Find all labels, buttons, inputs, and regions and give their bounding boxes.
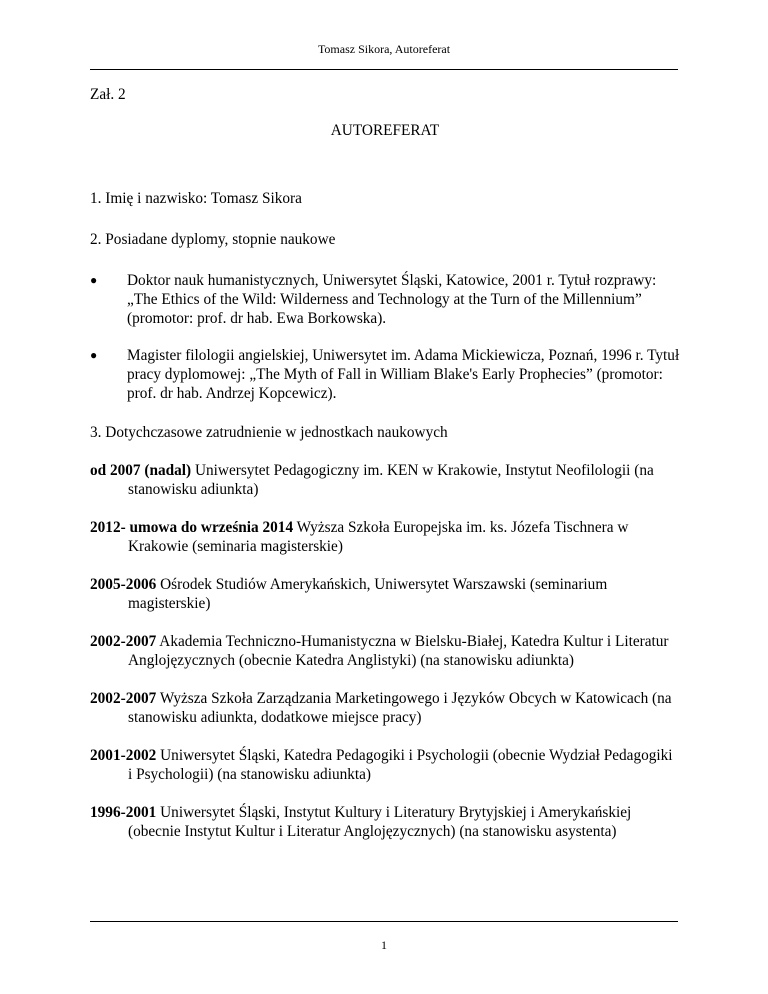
- employment-period: 2005-2006: [90, 576, 157, 593]
- employment-entry: [90, 803, 680, 841]
- employment-description: Wyższa Szkoła Europejska im. ks. Józefa Tischnera w Krakowie (seminaria magisterskie): [128, 519, 629, 555]
- running-header: Tomasz Sikora, Autoreferat: [317, 42, 451, 56]
- employment-period: 2002-2007: [90, 633, 157, 650]
- employment-period: 1996-2001: [90, 804, 157, 821]
- employment-period: 2012- umowa do września 2014: [90, 519, 294, 536]
- employment-description: Uniwersytet Śląski, Katedra Pedagogiki i Psychologii (obecnie Wydział Pedagogiki i Psychologii) (na stanowisku adiunkta): [128, 747, 673, 783]
- header-divider: [90, 69, 678, 70]
- employment-entry: [90, 575, 680, 613]
- diploma-text: Magister filologii angielskiej, Uniwersytet im. Adama Mickiewicza, Poznań, 1996 r. Tytuł pracy dyplomowej: „The Myth of Fall in William Blake's Early Prophecies” (promotor: prof. dr hab. Andrzej Kopcewicz).: [127, 347, 680, 402]
- section-employment-heading: 3. Dotychczasowe zatrudnienie w jednostkach naukowych: [90, 424, 448, 441]
- annex-label: Zał. 2: [90, 86, 126, 103]
- employment-entry: [90, 632, 680, 670]
- employment-description: Akademia Techniczno-Humanistyczna w Bielsku-Białej, Katedra Kultur i Literatur Anglojęzycznych (obecnie Katedra Anglistyki) (na stanowisku adiunkta): [128, 633, 669, 669]
- employment-description: Uniwersytet Śląski, Instytut Kultury i Literatury Brytyjskiej i Amerykańskiej (obecnie Instytut Kultur i Literatur Anglojęzycznych) (na stanowisku asystenta): [128, 804, 632, 840]
- document-title: AUTOREFERAT: [330, 122, 440, 139]
- list-item: [90, 271, 680, 328]
- section-name: 1. Imię i nazwisko: Tomasz Sikora: [90, 190, 302, 207]
- employment-entry: [90, 461, 680, 499]
- footer-divider: [90, 921, 678, 922]
- page-number: 1: [381, 938, 387, 952]
- diplomas-list: [90, 271, 680, 403]
- employment-entry: [90, 746, 680, 784]
- employment-period: od 2007 (nadal): [90, 462, 192, 479]
- diploma-text: Doktor nauk humanistycznych, Uniwersytet Śląski, Katowice, 2001 r. Tytuł rozprawy: „The Ethics of the Wild: Wilderness and Technology at the Turn of the Millennium” (promotor: prof. dr hab. Ewa Borkowska).: [127, 272, 657, 327]
- document-body: [90, 85, 680, 841]
- employment-entry: [90, 518, 680, 556]
- bullet-icon: ●: [90, 348, 98, 362]
- employment-period: 2002-2007: [90, 690, 157, 707]
- bullet-icon: ●: [90, 273, 98, 287]
- employment-period: 2001-2002: [90, 747, 157, 764]
- employment-description: Wyższa Szkoła Zarządzania Marketingowego i Języków Obcych w Katowicach (na stanowisku adiunkta, dodatkowe miejsce pracy): [128, 690, 672, 726]
- employment-entry: [90, 689, 680, 727]
- list-item: [90, 346, 680, 403]
- employment-description: Uniwersytet Pedagogiczny im. KEN w Krakowie, Instytut Neofilologii (na stanowisku adiunkta): [128, 462, 654, 498]
- section-diplomas-heading: 2. Posiadane dyplomy, stopnie naukowe: [90, 231, 336, 248]
- employment-description: Ośrodek Studiów Amerykańskich, Uniwersytet Warszawski (seminarium magisterskie): [128, 576, 608, 612]
